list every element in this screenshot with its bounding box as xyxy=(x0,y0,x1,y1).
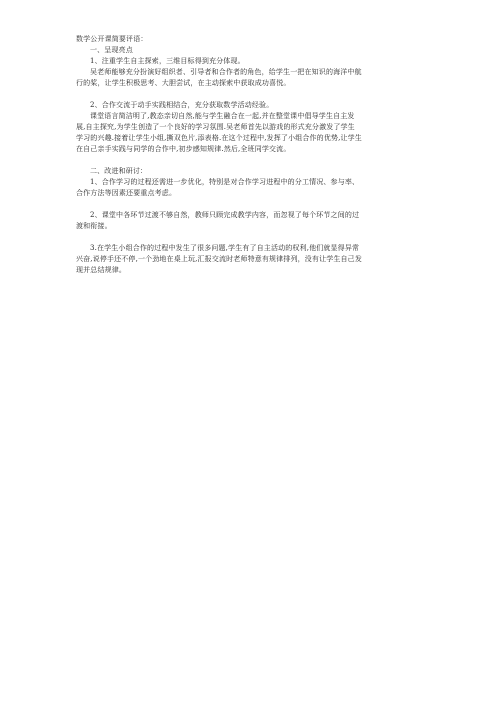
section2-point2-line: 2、课堂中各环节过渡不够自然，教师只顾完成教学内容，而忽视了每个环节之间的过 xyxy=(90,211,360,219)
section1-point2-title: 2、合作交流于动手实践相结合，充分获取数学活动经验。 xyxy=(90,101,274,109)
document-page xyxy=(76,34,420,276)
document-title: 数学公开课简要评语： xyxy=(76,35,148,43)
section1-point2-body-line: 课堂语言简洁明了,教态亲切自然,能与学生融合在一起,并在整堂课中倡导学生自主发 xyxy=(90,112,355,120)
section1-point2-body-line: 学习的兴趣.接着让学生小组,撕双色片,添表格.在这个过程中,发挥了小组合作的优势,让学生 xyxy=(76,134,362,142)
section2-point3-line: 兴奋,说停手还不停,一个劲地在桌上玩,汇报交流时老师特意有规律排列，没有让学生自己发 xyxy=(76,255,362,263)
section2-point2-line: 渡和衔接。 xyxy=(76,222,112,230)
section2-point3-line: 3.在学生小组合作的过程中发生了很多问题,学生有了自主活动的权利,他们就显得异常 xyxy=(90,244,360,252)
section1-point2-body-line: 在自己亲手实践与同学的合作中,初步感知规律.然后,全班同学交流。 xyxy=(76,145,291,153)
paragraph-gap xyxy=(76,155,420,166)
section1-point1-title: 1、注重学生自主探索，三维目标得到充分体现。 xyxy=(90,57,245,65)
paragraph-gap xyxy=(76,199,420,210)
section1-point1-body-line: 行的桨，让学生积极思考、大胆尝试，在主动探索中获取成功喜悦。 xyxy=(76,79,291,87)
section2-point1-line: 合作方法等因素还要重点考虑。 xyxy=(76,189,177,197)
paragraph-gap xyxy=(76,232,420,243)
section2-heading: 二、改进和研讨： xyxy=(90,167,148,175)
section2-point1-line: 1、合作学习的过程还需进一步优化，特别是对合作学习进程中的分工情况、参与率、 xyxy=(90,178,360,186)
section1-heading: 一、呈现亮点 xyxy=(90,46,133,54)
section1-point2-body-line: 展,自主探究,为学生创造了一个良好的学习氛围.吴老师首先以游戏的形式充分激发了学生 xyxy=(76,123,355,131)
section1-point1-body-line: 吴老师能够充分扮演好组织者、引导者和合作者的角色，给学生一把在知识的海洋中航 xyxy=(90,68,362,76)
section2-point3-line: 现并总结规律。 xyxy=(76,266,127,274)
paragraph-gap xyxy=(76,89,420,100)
